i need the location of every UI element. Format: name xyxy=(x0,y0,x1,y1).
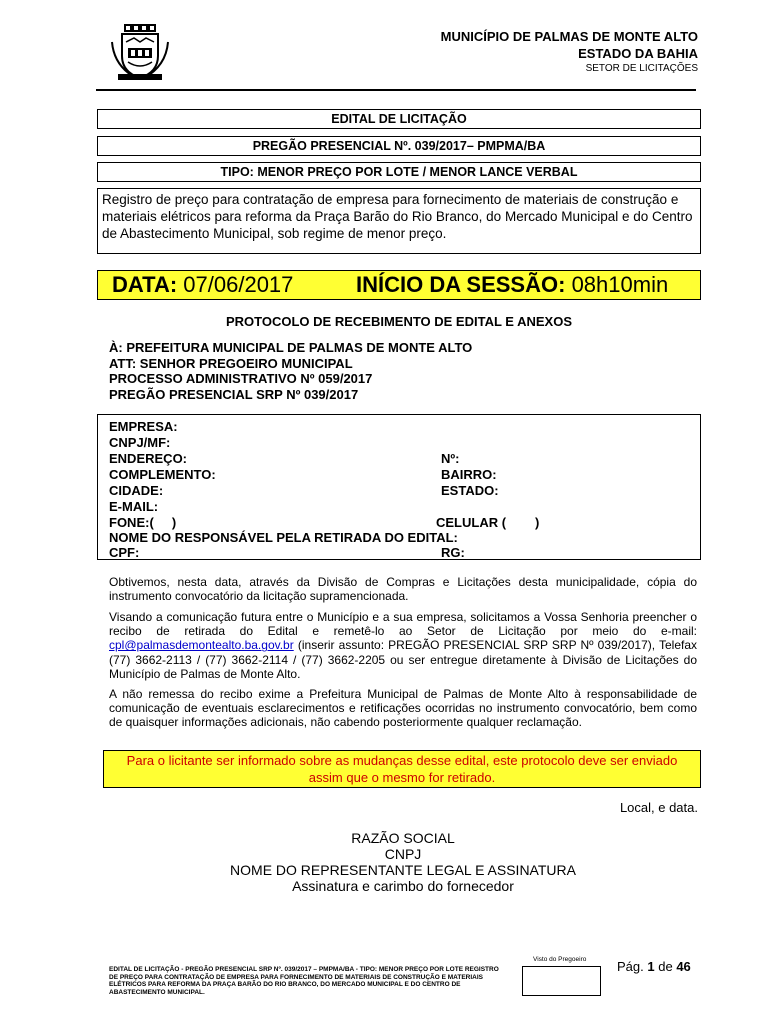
header-divider xyxy=(96,89,696,91)
addressee-block xyxy=(109,340,699,402)
page-number xyxy=(617,959,691,974)
page-current: 1 xyxy=(647,959,655,974)
notice-box xyxy=(103,750,701,788)
addressee-line-3: PROCESSO ADMINISTRATIVO Nº 059/2017 xyxy=(109,371,373,386)
state-name: ESTADO DA BAHIA xyxy=(578,46,698,61)
addressee-line-4: PREGÃO PRESENCIAL SRP Nº 039/2017 xyxy=(109,386,359,402)
session-start xyxy=(356,272,668,298)
estado-field[interactable]: ESTADO: xyxy=(441,483,499,498)
objective-text: Registro de preço para contratação de empresa para fornecimento de materiais de construção e materiais elétricos para reforma da Praça Barão do Rio Branco, do Mercado Municipal e do Centro de Abastecimento Municipal, sob regime de menor preço. xyxy=(102,192,693,241)
date-value: 07/06/2017 xyxy=(183,272,294,297)
responsavel-field[interactable]: NOME DO RESPONSÁVEL PELA RETIRADA DO EDITAL: xyxy=(109,530,458,545)
addressee-line-2: ATT: SENHOR PREGOEIRO MUNICIPAL xyxy=(109,355,353,371)
edital-title: EDITAL DE LICITAÇÃO xyxy=(331,112,467,126)
signature-cnpj: CNPJ xyxy=(384,846,422,862)
municipality-name: MUNICÍPIO DE PALMAS DE MONTE ALTO xyxy=(440,29,698,44)
paragraph-remessa: A não remessa do recibo exime a Prefeitura Municipal de Palmas de Monte Alto à responsabilidade de comunicação de eventuais esclarecimentos e retificações ocorridas no instrumento convocatório, bem como de quaisquer informações adicionais, não cabendo posteriormente qualquer reclamação. xyxy=(109,687,697,730)
bairro-field[interactable]: BAIRRO: xyxy=(441,467,497,482)
signature-razao-social: RAZÃO SOCIAL xyxy=(351,830,455,846)
signature-representative: NOME DO REPRESENTANTE LEGAL E ASSINATURA xyxy=(230,862,576,878)
edital-title-box xyxy=(97,109,701,129)
tipo-title: TIPO: MENOR PREÇO POR LOTE / MENOR LANCE VERBAL xyxy=(220,165,578,179)
pregao-title: PREGÃO PRESENCIAL Nº. 039/2017– PMPMA/BA xyxy=(252,139,546,153)
fone-field[interactable]: FONE:( ) xyxy=(109,515,177,530)
footer-text: EDITAL DE LICITAÇÃO - PREGÃO PRESENCIAL SRP Nº. 039/2017 – PMPMA/BA - TIPO: MENOR PREÇO POR LOTE REGISTRO DE PREÇO PARA CONTRATAÇÃO DE EMPRESA PARA FORNECIMENTO DE MATERIAIS DE CONSTRUÇÃO E MATERIAIS ELÉTRICOS PARA REFORMA DA PRAÇA BARÃO DO RIO BRANCO, DO MERCADO MUNICIPAL E DO CENTRO DE ABASTECIMENTO MUNICIPAL. xyxy=(109,966,499,996)
notice-text: Para o licitante ser informado sobre as mudanças desse edital, este protocolo deve ser enviado assim que o mesmo for retirado. xyxy=(126,753,678,785)
empresa-field[interactable]: EMPRESA: xyxy=(109,419,178,434)
paragraph-comunicacao-end: (inserir assunto: PREGÃO PRESENCIAL SRP SRP Nº 039/2017), Telefax (77) 3662-2113 / (77) 3662-2114 / (77) 3662-2205 ou ser entregue diretamente à Divisão de Licitações do Município de Palmas de Monte Alto. xyxy=(109,638,697,681)
signature-block xyxy=(103,830,703,894)
cnpj-field[interactable]: CNPJ/MF: xyxy=(109,435,171,450)
municipal-coat-of-arms-logo xyxy=(108,22,172,82)
paragraph-obtivemos: Obtivemos, nesta data, através da Divisão de Compras e Licitações desta municipalidade, cópia do instrumento convocatório da licitação supramencionada. xyxy=(109,575,697,604)
endereco-field[interactable]: ENDEREÇO: xyxy=(109,451,188,466)
celular-field[interactable]: CELULAR ( ) xyxy=(436,515,540,530)
page-total: 46 xyxy=(676,959,691,974)
visto-box xyxy=(522,966,601,996)
start-value: 08h10min xyxy=(571,272,669,297)
date-label: DATA: xyxy=(112,272,178,297)
local-date: Local, e data. xyxy=(619,800,698,815)
complemento-field[interactable]: COMPLEMENTO: xyxy=(109,467,216,482)
cidade-field[interactable]: CIDADE: xyxy=(109,483,164,498)
numero-field[interactable]: Nº: xyxy=(441,451,460,466)
sector-name: SETOR DE LICITAÇÕES xyxy=(585,63,698,74)
rg-field[interactable]: RG: xyxy=(441,545,465,560)
start-label: INÍCIO DA SESSÃO: xyxy=(356,272,566,297)
page-prefix: Pág. xyxy=(617,959,644,974)
addressee-line-1: À: PREFEITURA MUNICIPAL DE PALMAS DE MONTE ALTO xyxy=(109,340,473,355)
objective-box xyxy=(97,188,701,254)
company-form-box xyxy=(97,414,701,560)
cpf-field[interactable]: CPF: xyxy=(109,545,140,560)
tipo-title-box xyxy=(97,162,701,182)
pregao-title-box xyxy=(97,136,701,156)
paragraph-comunicacao xyxy=(109,610,697,681)
paragraph-comunicacao-start: Visando a comunicação futura entre o Município e a sua empresa, solicitamos a Vossa Senhoria preencher o recibo de retirada do Edital e remetê-lo ao Setor de Licitação por meio do e-mail: xyxy=(109,610,697,639)
session-date-bar xyxy=(97,270,701,300)
protocol-title: PROTOCOLO DE RECEBIMENTO DE EDITAL E ANEXOS xyxy=(226,314,572,329)
signature-stamp: Assinatura e carimbo do fornecedor xyxy=(292,878,514,894)
email-field[interactable]: E-MAIL: xyxy=(109,499,159,514)
email-link[interactable]: cpl@palmasdemontealto.ba.gov.br xyxy=(109,638,294,653)
session-date xyxy=(112,272,293,298)
visto-label: Visto do Pregoeiro xyxy=(533,956,587,963)
page-of: de xyxy=(658,959,673,974)
